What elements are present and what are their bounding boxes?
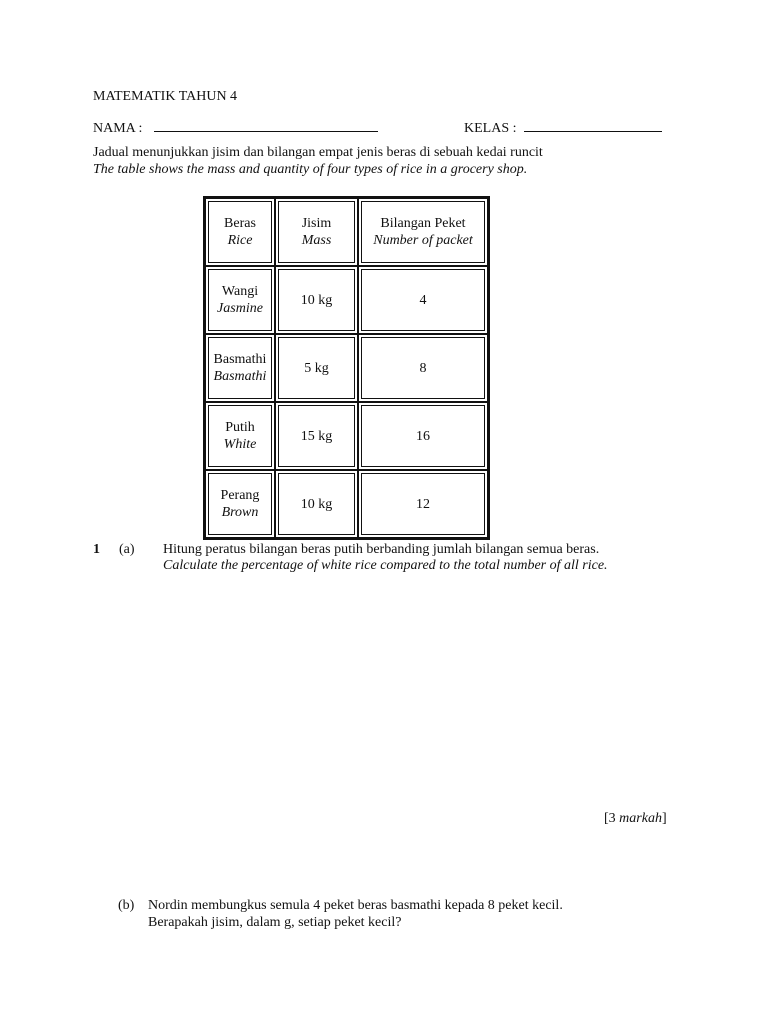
rice-type-cell [205, 470, 275, 538]
count-cell: 12 [358, 470, 488, 538]
marks-word: markah [619, 811, 662, 826]
count-cell: 4 [358, 266, 488, 334]
rice-type-cell [205, 266, 275, 334]
class-blank-line[interactable] [524, 117, 662, 132]
rice-type-malay: Perang [220, 488, 260, 503]
marks-open: [3 [604, 811, 620, 826]
mass-cell: 10 kg [275, 266, 358, 334]
name-blank-line[interactable] [154, 117, 378, 132]
rice-type-english: Jasmine [217, 301, 263, 316]
header-count-english: Number of packet [373, 233, 473, 248]
question-number: 1 [93, 542, 100, 557]
rice-type-english: Basmathi [213, 369, 267, 384]
part-a-marks [604, 811, 667, 827]
part-b-line2: Berapakah jisim, dalam g, setiap peket kecil? [148, 915, 402, 930]
header-mass-english: Mass [301, 233, 332, 248]
part-a-malay: Hitung peratus bilangan beras putih berbanding jumlah bilangan semua beras. [163, 542, 600, 557]
class-label: KELAS : [464, 121, 517, 136]
name-field[interactable] [93, 117, 378, 137]
rice-table [203, 196, 490, 540]
worksheet-title: MATEMATIK TAHUN 4 [93, 89, 238, 104]
rice-type-malay: Basmathi [213, 352, 267, 367]
header-rice-english: Rice [227, 233, 253, 248]
table-row [205, 470, 488, 538]
intro-malay: Jadual menunjukkan jisim dan bilangan empat jenis beras di sebuah kedai runcit [93, 145, 543, 160]
name-label: NAMA : [93, 121, 143, 136]
part-a-answer-area[interactable] [163, 580, 673, 800]
header-cell-rice [205, 198, 275, 266]
rice-type-english: White [223, 437, 257, 452]
part-a-english: Calculate the percentage of white rice compared to the total number of all rice. [163, 558, 608, 573]
class-field[interactable] [464, 117, 662, 137]
count-cell: 8 [358, 334, 488, 402]
mass-cell: 10 kg [275, 470, 358, 538]
rice-type-cell [205, 334, 275, 402]
table-row [205, 402, 488, 470]
part-b-answer-area[interactable] [148, 940, 668, 1010]
rice-type-malay: Wangi [221, 284, 259, 299]
header-rice-malay: Beras [224, 216, 256, 231]
rice-type-cell [205, 402, 275, 470]
mass-cell: 5 kg [275, 334, 358, 402]
header-cell-mass [275, 198, 358, 266]
count-cell: 16 [358, 402, 488, 470]
header-cell-count [358, 198, 488, 266]
mass-cell: 15 kg [275, 402, 358, 470]
table-row [205, 266, 488, 334]
part-a-label: (a) [119, 542, 135, 557]
part-b-label: (b) [118, 898, 135, 913]
table-header-row [205, 198, 488, 266]
header-mass-malay: Jisim [301, 216, 332, 231]
table-row [205, 334, 488, 402]
part-b-line1: Nordin membungkus semula 4 peket beras basmathi kepada 8 peket kecil. [148, 898, 563, 913]
rice-type-english: Brown [221, 505, 259, 520]
marks-close: ] [661, 811, 667, 826]
intro-english: The table shows the mass and quantity of four types of rice in a grocery shop. [93, 162, 528, 177]
header-count-malay: Bilangan Peket [380, 216, 466, 231]
rice-type-malay: Putih [225, 420, 255, 435]
